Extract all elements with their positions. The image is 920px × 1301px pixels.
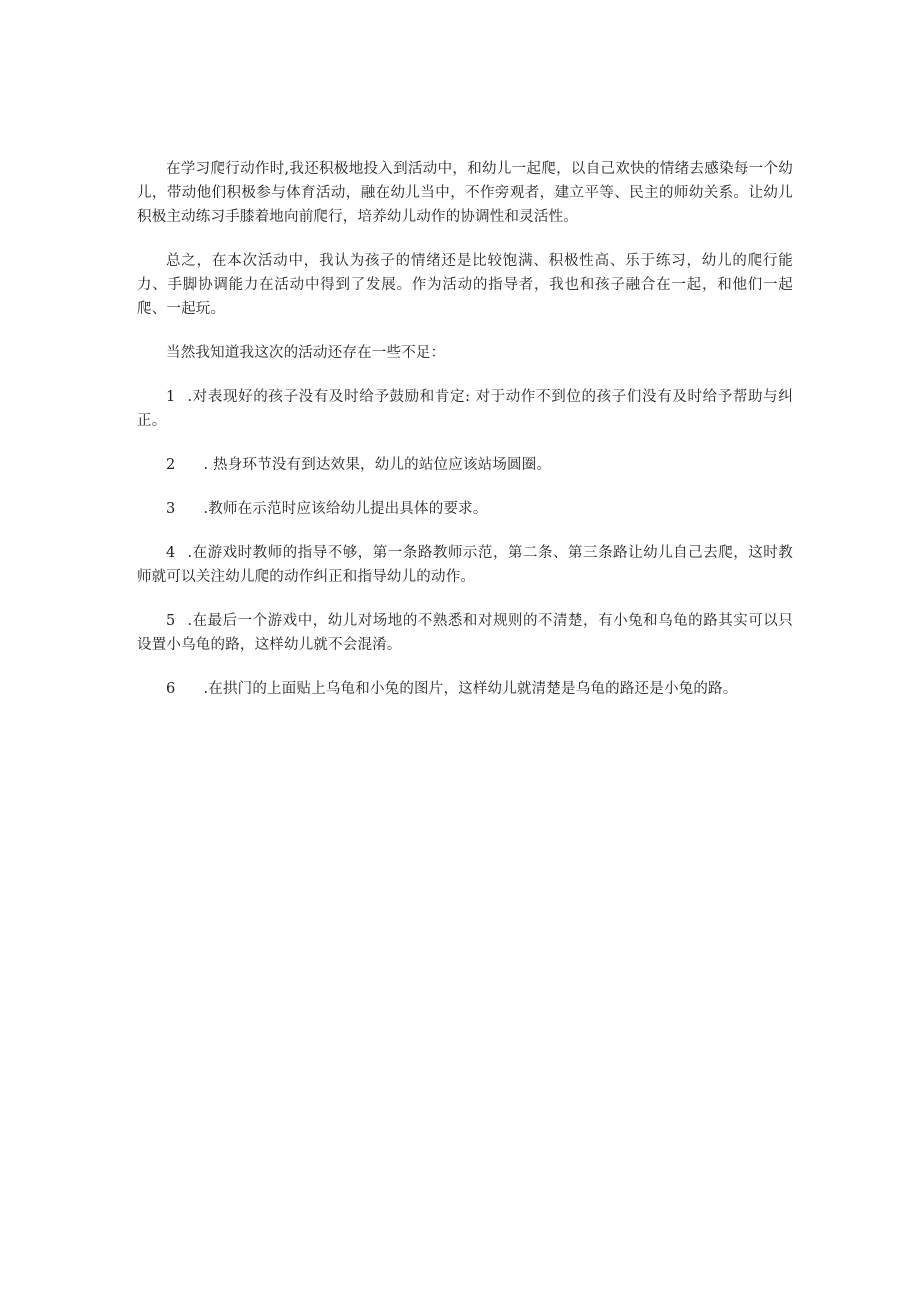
- list-item-6: [137, 677, 793, 701]
- list-item-text: .教师在示范时应该给幼儿提出具体的要求。: [203, 501, 488, 517]
- list-item-1: [137, 385, 793, 433]
- list-item-2: [137, 453, 793, 477]
- list-item-text: .对表现好的孩子没有及时给予鼓励和肯定: 对于动作不到位的孩子们没有及时给予帮助与纠正。: [137, 389, 793, 429]
- paragraph-shortcomings-intro: 当然我知道我这次的活动还存在一些不足：: [166, 345, 446, 361]
- list-item-number: 1: [166, 389, 176, 405]
- list-item-number: 3: [166, 501, 176, 517]
- list-item-text: .在游戏时教师的指导不够，第一条路教师示范，第二条、第三条路让幼儿自己去爬，这时教师就可以关注幼儿爬的动作纠正和指导幼儿的动作。: [137, 545, 793, 585]
- document-page: [137, 157, 793, 721]
- list-item-3: [137, 497, 793, 521]
- list-item-4: [137, 541, 793, 589]
- paragraph-summary: 总之，在本次活动中，我认为孩子的情绪还是比较饱满、积极性高、乐于练习，幼儿的爬行能力、手脚协调能力在活动中得到了发展。作为活动的指导者，我也和孩子融合在一起，和他们一起爬、一起玩。: [137, 253, 793, 317]
- list-item-number: 4: [166, 545, 176, 561]
- list-item-text: .在最后一个游戏中，幼儿对场地的不熟悉和对规则的不清楚，有小兔和乌龟的路其实可以只设置小乌龟的路，这样幼儿就不会混淆。: [137, 613, 793, 653]
- list-item-number: 5: [166, 613, 176, 629]
- list-item-text: . 热身环节没有到达效果，幼儿的站位应该站场圆圈。: [203, 457, 552, 473]
- list-item-number: 2: [166, 457, 176, 473]
- list-item-number: 6: [166, 681, 176, 697]
- list-item-text: .在拱门的上面贴上乌龟和小兔的图片，这样幼儿就清楚是乌龟的路还是小兔的路。: [203, 681, 738, 697]
- paragraph-participation: 在学习爬行动作时,我还积极地投入到活动中，和幼儿一起爬，以自己欢快的情绪去感染每一个幼儿，带动他们积极参与体育活动，融在幼儿当中，不作旁观者，建立平等、民主的师幼关系。让幼儿积极主动练习手膝着地向前爬行，培养幼儿动作的协调性和灵活性。: [137, 161, 793, 225]
- list-item-5: [137, 609, 793, 657]
